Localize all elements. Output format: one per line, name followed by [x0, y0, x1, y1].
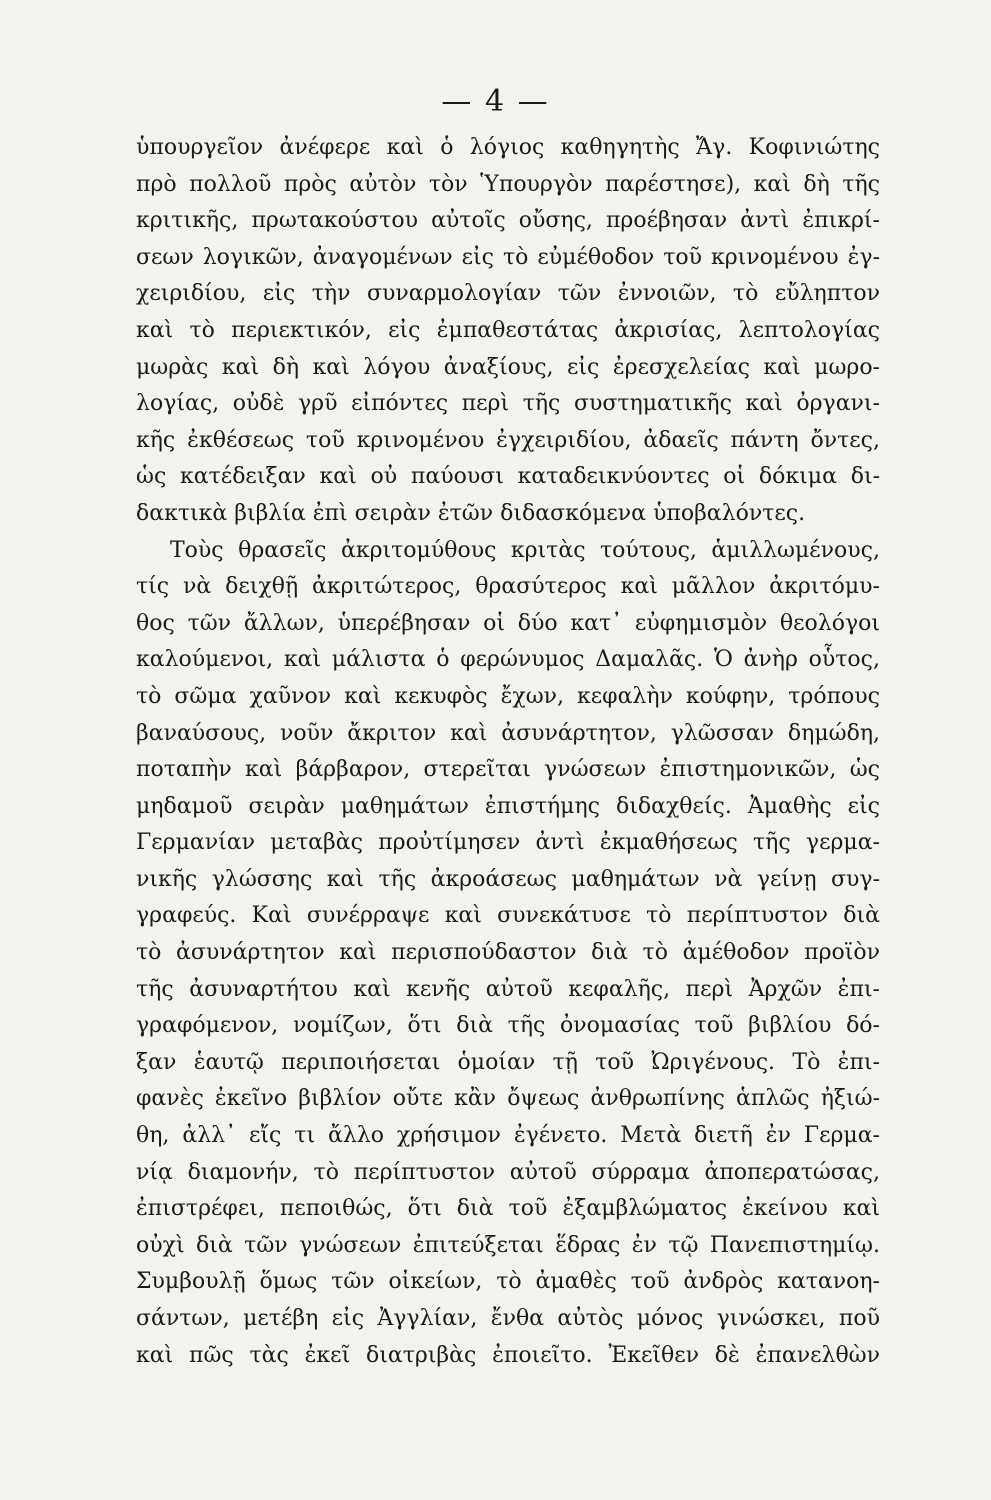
text-line: Συμβουλῇ ὅμως τῶν οἰκείων, τὸ ἀμαθὲς τοῦ ἀνδρὸς κατανοη- — [136, 1269, 880, 1295]
text-line: νίᾳ διαμονήν, τὸ περίπτυστον αὐτοῦ σύρραμα ἀποπερατώσας, — [136, 1159, 880, 1185]
text-line: ποταπὴν καὶ βάρβαρον, στερεῖται γνώσεων ἐπιστημονικῶν, ὡς — [136, 757, 880, 783]
text-line: μηδαμοῦ σειρὰν μαθημάτων ἐπιστήμης διδαχθείς. Ἀμαθὴς εἰς — [136, 793, 880, 819]
text-line: κῆς ἐκθέσεως τοῦ κρινομένου ἐγχειριδίου, ἀδαεῖς πάντη ὄντες, — [136, 427, 880, 453]
text-line: θος τῶν ἄλλων, ὑπερέβησαν οἱ δύο κατ᾽ εὐφημισμὸν θεολόγοι — [136, 610, 880, 636]
text-line: θη, ἀλλ᾽ εἴς τι ἄλλο χρήσιμον ἐγένετο. Μετὰ διετῆ ἐν Γερμα- — [136, 1123, 880, 1149]
text-line: τὸ σῶμα χαῦνον καὶ κεκυφὸς ἔχων, κεφαλὴν κούφην, τρόπους — [136, 683, 880, 709]
text-line: Γερμανίαν μεταβὰς προὐτίμησεν ἀντὶ ἐκμαθήσεως τῆς γερμα- — [136, 830, 880, 856]
text-line: καὶ τὸ περιεκτικόν, εἰς ἐμπαθεστάτας ἀκρισίας, λεπτολογίας — [136, 317, 880, 343]
text-line: κριτικῆς, πρωτακούστου αὐτοῖς οὔσης, προέβησαν ἀντὶ ἐπικρί- — [136, 208, 880, 234]
text-line: ὡς κατέδειξαν καὶ οὐ παύουσι καταδεικνύοντες οἱ δόκιμα δι- — [136, 464, 880, 490]
text-line: λογίας, οὐδὲ γρῦ εἰπόντες περὶ τῆς συστηματικῆς καὶ ὀργανι- — [136, 391, 880, 417]
text-line: Τοὺς θρασεῖς ἀκριτομύθους κριτὰς τούτους, ἁμιλλωμένους, — [170, 537, 880, 563]
text-line: ὑπουργεῖον ἀνέφερε καὶ ὁ λόγιος καθηγητὴς Ἄγ. Κοφινιώτης — [136, 135, 880, 160]
text-line: οὐχὶ διὰ τῶν γνώσεων ἐπιτεύξεται ἕδρας ἐν τῷ Πανεπιστημίῳ. — [136, 1232, 880, 1258]
text-line: γραφεύς. Καὶ συνέρραψε καὶ συνεκάτυσε τὸ περίπτυστον διὰ — [136, 903, 880, 929]
text-line: τὸ ἀσυνάρτητον καὶ περισπούδαστον διὰ τὸ ἀμέθοδον προϊὸν — [136, 940, 880, 966]
text-line: γραφόμενον, νομίζων, ὅτι διὰ τῆς ὀνομασίας τοῦ βιβλίου δό- — [136, 1013, 880, 1039]
text-line: ξαν ἑαυτῷ περιποιήσεται ὁμοίαν τῇ τοῦ Ὠριγένους. Τὸ ἐπι- — [136, 1049, 880, 1075]
text-line: φανὲς ἐκεῖνο βιβλίον οὔτε κἂν ὄψεως ἀνθρωπίνης ἁπλῶς ἠξιώ- — [136, 1086, 880, 1112]
text-line: σεων λογικῶν, ἀναγομένων εἰς τὸ εὐμέθοδον τοῦ κρινομένου ἐγ- — [136, 244, 880, 270]
text-line: τῆς ἀσυναρτήτου καὶ κενῆς αὐτοῦ κεφαλῆς, περὶ Ἀρχῶν ἐπι- — [136, 976, 880, 1002]
text-line: καὶ πῶς τὰς ἐκεῖ διατριβὰς ἐποιεῖτο. Ἐκεῖθεν δὲ ἐπανελθὼν — [136, 1342, 880, 1368]
text-line: μωρὰς καὶ δὴ καὶ λόγου ἀναξίους, εἰς ἐρεσχελείας καὶ μωρο- — [136, 354, 880, 380]
text-line: νικῆς γλώσσης καὶ τῆς ἀκροάσεως μαθημάτων νὰ γείνῃ συγ- — [136, 866, 880, 892]
text-line: σάντων, μετέβη εἰς Ἀγγλίαν, ἔνθα αὐτὸς μόνος γινώσκει, ποῦ — [136, 1306, 880, 1331]
text-line: τίς νὰ δειχθῇ ἀκριτώτερος, θρασύτερος καὶ μᾶλλον ἀκριτόμυ- — [136, 574, 880, 600]
text-line: πρὸ πολλοῦ πρὸς αὐτὸν τὸν Ὑπουργὸν παρέστησε), καὶ δὴ τῆς — [136, 171, 880, 197]
text-line: δακτικὰ βιβλία ἐπὶ σειρὰν ἐτῶν διδασκόμενα ὑποβαλόντες. — [136, 500, 806, 526]
text-line: χειριδίου, εἰς τὴν συναρμολογίαν τῶν ἐννοιῶν, τὸ εὔληπτον — [136, 281, 880, 307]
body-text — [136, 130, 880, 1374]
text-line: ἐπιστρέφει, πεποιθώς, ὅτι διὰ τοῦ ἐξαμβλώματος ἐκείνου καὶ — [136, 1196, 880, 1222]
text-line: βαναύσους, νοῦν ἄκριτον καὶ ἀσυνάρτητον, γλῶσσαν δημώδη, — [136, 720, 880, 746]
page-number: — 4 — — [441, 84, 550, 119]
text-line: καλούμενοι, καὶ μάλιστα ὁ φερώνυμος Δαμαλᾶς. Ὁ ἀνὴρ οὗτος, — [136, 647, 880, 673]
